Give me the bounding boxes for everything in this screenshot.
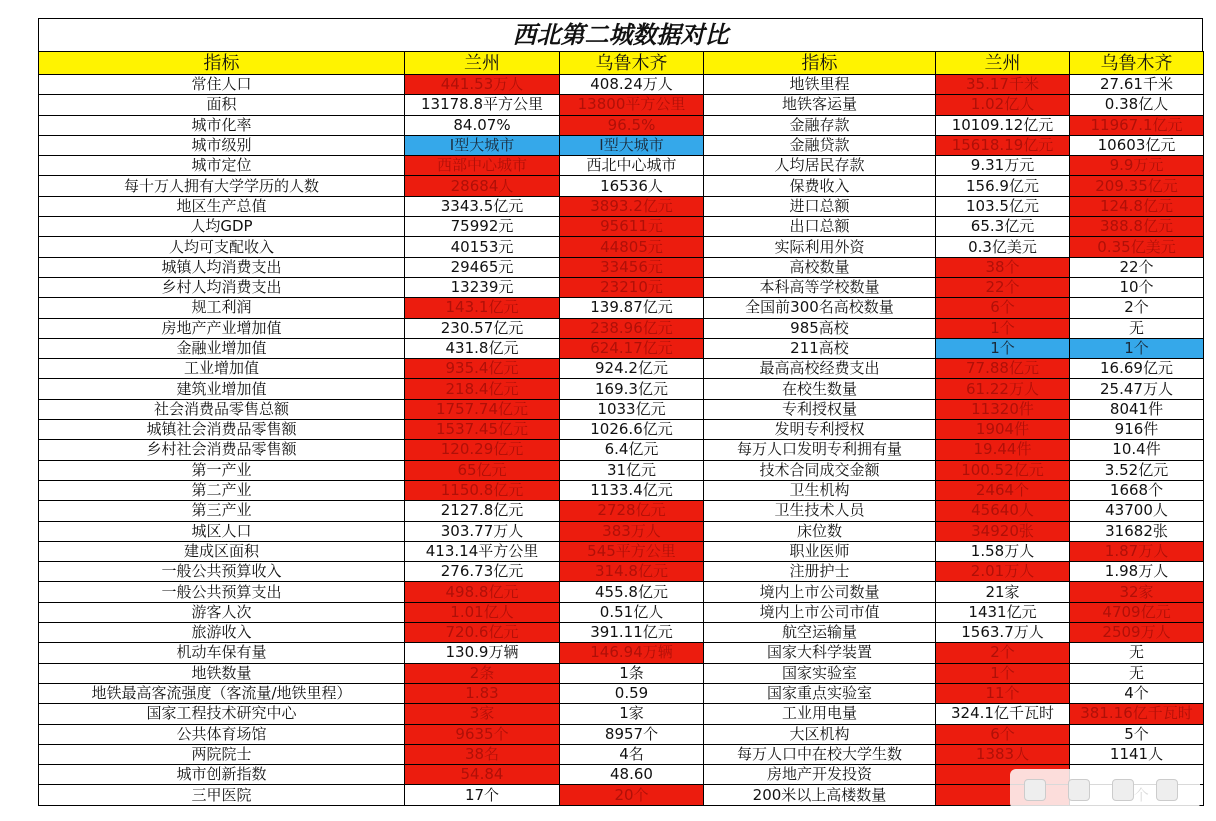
left-indicator-cell: 地铁最高客流强度（客流量/地铁里程） bbox=[39, 683, 405, 703]
header-indicator-left: 指标 bbox=[39, 52, 405, 75]
right-urumqi-cell: 无 bbox=[1070, 643, 1204, 663]
right-lanzhou-cell: 6个 bbox=[936, 298, 1070, 318]
right-urumqi-cell: 4个 bbox=[1070, 683, 1204, 703]
right-urumqi-cell: 无 bbox=[1070, 663, 1204, 683]
left-urumqi-cell: 383万人 bbox=[560, 521, 704, 541]
right-urumqi-cell: 916件 bbox=[1070, 420, 1204, 440]
right-indicator-cell: 实际利用外资 bbox=[704, 237, 936, 257]
right-urumqi-cell: 25.47万人 bbox=[1070, 379, 1204, 399]
right-indicator-cell: 金融贷款 bbox=[704, 135, 936, 155]
watermark-icons bbox=[1010, 769, 1200, 809]
right-lanzhou-cell: 2.01万人 bbox=[936, 562, 1070, 582]
right-urumqi-cell: 2509万人 bbox=[1070, 623, 1204, 643]
right-lanzhou-cell: 38个 bbox=[936, 257, 1070, 277]
left-lanzhou-cell: 143.1亿元 bbox=[405, 298, 560, 318]
table-row bbox=[39, 521, 1204, 541]
right-indicator-cell: 200米以上高楼数量 bbox=[704, 785, 936, 805]
left-lanzhou-cell: 935.4亿元 bbox=[405, 359, 560, 379]
left-indicator-cell: 一般公共预算收入 bbox=[39, 562, 405, 582]
left-lanzhou-cell: 13239元 bbox=[405, 277, 560, 297]
left-lanzhou-cell: 84.07% bbox=[405, 115, 560, 135]
right-lanzhou-cell: 22个 bbox=[936, 277, 1070, 297]
right-lanzhou-cell: 0.3亿美元 bbox=[936, 237, 1070, 257]
left-indicator-cell: 游客人次 bbox=[39, 602, 405, 622]
right-indicator-cell: 保费收入 bbox=[704, 176, 936, 196]
table-row bbox=[39, 501, 1204, 521]
right-indicator-cell: 高校数量 bbox=[704, 257, 936, 277]
right-indicator-cell: 注册护士 bbox=[704, 562, 936, 582]
right-indicator-cell: 人均居民存款 bbox=[704, 156, 936, 176]
right-lanzhou-cell: 324.1亿千瓦时 bbox=[936, 704, 1070, 724]
right-lanzhou-cell: 103.5亿元 bbox=[936, 196, 1070, 216]
right-indicator-cell: 每万人口中在校大学生数 bbox=[704, 744, 936, 764]
left-lanzhou-cell: 1.01亿人 bbox=[405, 602, 560, 622]
left-lanzhou-cell: 3343.5亿元 bbox=[405, 196, 560, 216]
right-lanzhou-cell: 1个 bbox=[936, 338, 1070, 358]
left-urumqi-cell: 1133.4亿元 bbox=[560, 480, 704, 500]
right-urumqi-cell: 2个 bbox=[1070, 298, 1204, 318]
table-row bbox=[39, 420, 1204, 440]
right-urumqi-cell: 209.35亿元 bbox=[1070, 176, 1204, 196]
right-urumqi-cell: 8041件 bbox=[1070, 399, 1204, 419]
right-indicator-cell: 大区机构 bbox=[704, 724, 936, 744]
right-urumqi-cell: 10603亿元 bbox=[1070, 135, 1204, 155]
right-indicator-cell: 专利授权量 bbox=[704, 399, 936, 419]
right-urumqi-cell: 0.35亿美元 bbox=[1070, 237, 1204, 257]
left-indicator-cell: 每十万人拥有大学学历的人数 bbox=[39, 176, 405, 196]
left-indicator-cell: 金融业增加值 bbox=[39, 338, 405, 358]
right-lanzhou-cell: 1.02亿人 bbox=[936, 95, 1070, 115]
left-urumqi-cell: 1条 bbox=[560, 663, 704, 683]
right-urumqi-cell: 22个 bbox=[1070, 257, 1204, 277]
right-indicator-cell: 出口总额 bbox=[704, 217, 936, 237]
right-urumqi-cell: 1.87万人 bbox=[1070, 541, 1204, 561]
left-urumqi-cell: 44805元 bbox=[560, 237, 704, 257]
right-indicator-cell: 卫生机构 bbox=[704, 480, 936, 500]
right-urumqi-cell: 无 bbox=[1070, 318, 1204, 338]
table-row bbox=[39, 440, 1204, 460]
right-indicator-cell: 地铁客运量 bbox=[704, 95, 936, 115]
left-indicator-cell: 国家工程技术研究中心 bbox=[39, 704, 405, 724]
right-lanzhou-cell: 1431亿元 bbox=[936, 602, 1070, 622]
right-indicator-cell: 房地产开发投资 bbox=[704, 765, 936, 785]
table-row bbox=[39, 704, 1204, 724]
right-urumqi-cell: 3.52亿元 bbox=[1070, 460, 1204, 480]
right-lanzhou-cell: 11个 bbox=[936, 683, 1070, 703]
left-urumqi-cell: 924.2亿元 bbox=[560, 359, 704, 379]
left-indicator-cell: 城市级别 bbox=[39, 135, 405, 155]
table-row bbox=[39, 683, 1204, 703]
table-row bbox=[39, 257, 1204, 277]
left-indicator-cell: 城镇人均消费支出 bbox=[39, 257, 405, 277]
right-urumqi-cell: 16.69亿元 bbox=[1070, 359, 1204, 379]
right-urumqi-cell: 1个 bbox=[1070, 338, 1204, 358]
left-indicator-cell: 城镇社会消费品零售额 bbox=[39, 420, 405, 440]
header-lanzhou-right: 兰州 bbox=[936, 52, 1070, 75]
left-indicator-cell: 一般公共预算支出 bbox=[39, 582, 405, 602]
right-urumqi-cell: 1.98万人 bbox=[1070, 562, 1204, 582]
left-indicator-cell: 建成区面积 bbox=[39, 541, 405, 561]
header-urumqi-right: 乌鲁木齐 bbox=[1070, 52, 1204, 75]
left-urumqi-cell: 455.8亿元 bbox=[560, 582, 704, 602]
left-urumqi-cell: 169.3亿元 bbox=[560, 379, 704, 399]
left-indicator-cell: 社会消费品零售总额 bbox=[39, 399, 405, 419]
left-urumqi-cell: 391.11亿元 bbox=[560, 623, 704, 643]
left-urumqi-cell: 146.94万辆 bbox=[560, 643, 704, 663]
left-lanzhou-cell: 120.29亿元 bbox=[405, 440, 560, 460]
left-indicator-cell: 城市定位 bbox=[39, 156, 405, 176]
left-lanzhou-cell: 3家 bbox=[405, 704, 560, 724]
left-urumqi-cell: 0.59 bbox=[560, 683, 704, 703]
left-urumqi-cell: 238.96亿元 bbox=[560, 318, 704, 338]
left-lanzhou-cell: 276.73亿元 bbox=[405, 562, 560, 582]
left-lanzhou-cell: 720.6亿元 bbox=[405, 623, 560, 643]
right-lanzhou-cell: 11320件 bbox=[936, 399, 1070, 419]
left-lanzhou-cell: 29465元 bbox=[405, 257, 560, 277]
table-body bbox=[39, 75, 1204, 806]
comparison-table bbox=[38, 51, 1204, 806]
left-urumqi-cell: 23210元 bbox=[560, 277, 704, 297]
left-indicator-cell: 工业增加值 bbox=[39, 359, 405, 379]
right-indicator-cell: 本科高等学校数量 bbox=[704, 277, 936, 297]
right-indicator-cell: 在校生数量 bbox=[704, 379, 936, 399]
right-indicator-cell: 国家大科学装置 bbox=[704, 643, 936, 663]
table-row bbox=[39, 379, 1204, 399]
right-indicator-cell: 地铁里程 bbox=[704, 75, 936, 95]
left-urumqi-cell: 545平方公里 bbox=[560, 541, 704, 561]
right-indicator-cell: 发明专利授权 bbox=[704, 420, 936, 440]
left-urumqi-cell: 3893.2亿元 bbox=[560, 196, 704, 216]
left-lanzhou-cell: 1537.45亿元 bbox=[405, 420, 560, 440]
table-row bbox=[39, 541, 1204, 561]
right-urumqi-cell: 10个 bbox=[1070, 277, 1204, 297]
right-lanzhou-cell: 45640人 bbox=[936, 501, 1070, 521]
left-urumqi-cell: 95611元 bbox=[560, 217, 704, 237]
left-indicator-cell: 建筑业增加值 bbox=[39, 379, 405, 399]
left-lanzhou-cell: 2127.8亿元 bbox=[405, 501, 560, 521]
right-urumqi-cell: 1141人 bbox=[1070, 744, 1204, 764]
right-indicator-cell: 境内上市公司数量 bbox=[704, 582, 936, 602]
right-lanzhou-cell: 77.88亿元 bbox=[936, 359, 1070, 379]
left-indicator-cell: 城区人口 bbox=[39, 521, 405, 541]
left-indicator-cell: 旅游收入 bbox=[39, 623, 405, 643]
left-urumqi-cell: 314.8亿元 bbox=[560, 562, 704, 582]
right-indicator-cell: 进口总额 bbox=[704, 196, 936, 216]
left-urumqi-cell: 6.4亿元 bbox=[560, 440, 704, 460]
right-indicator-cell: 航空运输量 bbox=[704, 623, 936, 643]
table-row bbox=[39, 75, 1204, 95]
right-urumqi-cell: 1668个 bbox=[1070, 480, 1204, 500]
left-indicator-cell: 机动车保有量 bbox=[39, 643, 405, 663]
left-lanzhou-cell: 498.8亿元 bbox=[405, 582, 560, 602]
left-urumqi-cell: 33456元 bbox=[560, 257, 704, 277]
left-lanzhou-cell: 1.83 bbox=[405, 683, 560, 703]
left-lanzhou-cell: 西部中心城市 bbox=[405, 156, 560, 176]
left-lanzhou-cell: 1757.74亿元 bbox=[405, 399, 560, 419]
left-indicator-cell: 城市创新指数 bbox=[39, 765, 405, 785]
left-urumqi-cell: 1家 bbox=[560, 704, 704, 724]
table-row bbox=[39, 277, 1204, 297]
table-row bbox=[39, 95, 1204, 115]
right-urumqi-cell: 9.9万元 bbox=[1070, 156, 1204, 176]
right-indicator-cell: 卫生技术人员 bbox=[704, 501, 936, 521]
right-lanzhou-cell: 100.52亿元 bbox=[936, 460, 1070, 480]
table-row bbox=[39, 135, 1204, 155]
right-urumqi-cell: 5个 bbox=[1070, 724, 1204, 744]
right-lanzhou-cell: 35.17千米 bbox=[936, 75, 1070, 95]
left-urumqi-cell: 624.17亿元 bbox=[560, 338, 704, 358]
table-row bbox=[39, 156, 1204, 176]
table-row bbox=[39, 338, 1204, 358]
header-indicator-right: 指标 bbox=[704, 52, 936, 75]
right-indicator-cell: 211高校 bbox=[704, 338, 936, 358]
right-urumqi-cell: 0.38亿人 bbox=[1070, 95, 1204, 115]
left-indicator-cell: 第二产业 bbox=[39, 480, 405, 500]
left-lanzhou-cell: 17个 bbox=[405, 785, 560, 805]
left-indicator-cell: 常住人口 bbox=[39, 75, 405, 95]
right-urumqi-cell: 31682张 bbox=[1070, 521, 1204, 541]
left-lanzhou-cell: I型大城市 bbox=[405, 135, 560, 155]
left-lanzhou-cell: 65亿元 bbox=[405, 460, 560, 480]
right-lanzhou-cell: 1个 bbox=[936, 318, 1070, 338]
right-lanzhou-cell: 10109.12亿元 bbox=[936, 115, 1070, 135]
left-urumqi-cell: 西北中心城市 bbox=[560, 156, 704, 176]
right-indicator-cell: 国家实验室 bbox=[704, 663, 936, 683]
left-indicator-cell: 人均GDP bbox=[39, 217, 405, 237]
right-urumqi-cell: 43700人 bbox=[1070, 501, 1204, 521]
comparison-sheet bbox=[38, 18, 1203, 806]
left-urumqi-cell: 31亿元 bbox=[560, 460, 704, 480]
table-row bbox=[39, 460, 1204, 480]
left-lanzhou-cell: 413.14平方公里 bbox=[405, 541, 560, 561]
right-lanzhou-cell: 2464个 bbox=[936, 480, 1070, 500]
left-lanzhou-cell: 38名 bbox=[405, 744, 560, 764]
left-urumqi-cell: 1033亿元 bbox=[560, 399, 704, 419]
table-row bbox=[39, 744, 1204, 764]
left-urumqi-cell: 408.24万人 bbox=[560, 75, 704, 95]
left-lanzhou-cell: 13178.8平方公里 bbox=[405, 95, 560, 115]
table-row bbox=[39, 298, 1204, 318]
left-urumqi-cell: 0.51亿人 bbox=[560, 602, 704, 622]
table-row bbox=[39, 582, 1204, 602]
left-indicator-cell: 人均可支配收入 bbox=[39, 237, 405, 257]
table-row bbox=[39, 176, 1204, 196]
left-lanzhou-cell: 9635个 bbox=[405, 724, 560, 744]
table-row bbox=[39, 196, 1204, 216]
left-lanzhou-cell: 431.8亿元 bbox=[405, 338, 560, 358]
left-lanzhou-cell: 441.53万人 bbox=[405, 75, 560, 95]
right-lanzhou-cell: 9.31万元 bbox=[936, 156, 1070, 176]
table-row bbox=[39, 115, 1204, 135]
right-urumqi-cell: 10.4件 bbox=[1070, 440, 1204, 460]
table-row bbox=[39, 237, 1204, 257]
right-urumqi-cell: 27.61千米 bbox=[1070, 75, 1204, 95]
table-row bbox=[39, 480, 1204, 500]
left-indicator-cell: 乡村人均消费支出 bbox=[39, 277, 405, 297]
right-urumqi-cell: 32家 bbox=[1070, 582, 1204, 602]
table-row bbox=[39, 217, 1204, 237]
right-lanzhou-cell: 1383人 bbox=[936, 744, 1070, 764]
right-lanzhou-cell: 61.22万人 bbox=[936, 379, 1070, 399]
right-lanzhou-cell: 6个 bbox=[936, 724, 1070, 744]
left-lanzhou-cell: 2条 bbox=[405, 663, 560, 683]
left-indicator-cell: 面积 bbox=[39, 95, 405, 115]
left-urumqi-cell: 2728亿元 bbox=[560, 501, 704, 521]
left-lanzhou-cell: 28684人 bbox=[405, 176, 560, 196]
table-row bbox=[39, 643, 1204, 663]
grid-icon bbox=[1156, 779, 1178, 801]
right-lanzhou-cell: 2个 bbox=[936, 643, 1070, 663]
right-lanzhou-cell: 19.44件 bbox=[936, 440, 1070, 460]
right-indicator-cell: 金融存款 bbox=[704, 115, 936, 135]
right-lanzhou-cell: 1563.7万人 bbox=[936, 623, 1070, 643]
right-lanzhou-cell: 1.58万人 bbox=[936, 541, 1070, 561]
right-lanzhou-cell: 65.3亿元 bbox=[936, 217, 1070, 237]
right-urumqi-cell: 381.16亿千瓦时 bbox=[1070, 704, 1204, 724]
right-indicator-cell: 最高高校经费支出 bbox=[704, 359, 936, 379]
grid-icon bbox=[1068, 779, 1090, 801]
table-row bbox=[39, 724, 1204, 744]
right-indicator-cell: 国家重点实验室 bbox=[704, 683, 936, 703]
right-indicator-cell: 床位数 bbox=[704, 521, 936, 541]
left-indicator-cell: 规工利润 bbox=[39, 298, 405, 318]
table-row bbox=[39, 562, 1204, 582]
right-lanzhou-cell: 1904件 bbox=[936, 420, 1070, 440]
right-indicator-cell: 工业用电量 bbox=[704, 704, 936, 724]
left-lanzhou-cell: 54.84 bbox=[405, 765, 560, 785]
left-indicator-cell: 第一产业 bbox=[39, 460, 405, 480]
right-indicator-cell: 每万人口发明专利拥有量 bbox=[704, 440, 936, 460]
left-urumqi-cell: 13800平方公里 bbox=[560, 95, 704, 115]
right-urumqi-cell: 4709亿元 bbox=[1070, 602, 1204, 622]
left-urumqi-cell: 1026.6亿元 bbox=[560, 420, 704, 440]
table-row bbox=[39, 359, 1204, 379]
table-row bbox=[39, 399, 1204, 419]
left-indicator-cell: 两院院士 bbox=[39, 744, 405, 764]
left-lanzhou-cell: 230.57亿元 bbox=[405, 318, 560, 338]
right-indicator-cell: 全国前300名高校数量 bbox=[704, 298, 936, 318]
left-indicator-cell: 城市化率 bbox=[39, 115, 405, 135]
table-row bbox=[39, 623, 1204, 643]
right-lanzhou-cell: 15618.19亿元 bbox=[936, 135, 1070, 155]
pause-icon bbox=[1024, 779, 1046, 801]
right-lanzhou-cell: 1个 bbox=[936, 663, 1070, 683]
left-urumqi-cell: I型大城市 bbox=[560, 135, 704, 155]
left-indicator-cell: 地铁数量 bbox=[39, 663, 405, 683]
left-lanzhou-cell: 75992元 bbox=[405, 217, 560, 237]
left-urumqi-cell: 16536人 bbox=[560, 176, 704, 196]
right-urumqi-cell: 124.8亿元 bbox=[1070, 196, 1204, 216]
left-lanzhou-cell: 303.77万人 bbox=[405, 521, 560, 541]
left-lanzhou-cell: 1150.8亿元 bbox=[405, 480, 560, 500]
left-urumqi-cell: 96.5% bbox=[560, 115, 704, 135]
header-row bbox=[39, 52, 1204, 75]
right-indicator-cell: 境内上市公司市值 bbox=[704, 602, 936, 622]
right-urumqi-cell: 388.8亿元 bbox=[1070, 217, 1204, 237]
left-urumqi-cell: 48.60 bbox=[560, 765, 704, 785]
right-urumqi-cell: 11967.1亿元 bbox=[1070, 115, 1204, 135]
header-lanzhou-left: 兰州 bbox=[405, 52, 560, 75]
grid-icon bbox=[1112, 779, 1134, 801]
left-indicator-cell: 地区生产总值 bbox=[39, 196, 405, 216]
left-lanzhou-cell: 218.4亿元 bbox=[405, 379, 560, 399]
table-row bbox=[39, 602, 1204, 622]
left-urumqi-cell: 4名 bbox=[560, 744, 704, 764]
header-urumqi-left: 乌鲁木齐 bbox=[560, 52, 704, 75]
left-lanzhou-cell: 130.9万辆 bbox=[405, 643, 560, 663]
left-indicator-cell: 公共体育场馆 bbox=[39, 724, 405, 744]
left-indicator-cell: 三甲医院 bbox=[39, 785, 405, 805]
table-row bbox=[39, 663, 1204, 683]
left-urumqi-cell: 139.87亿元 bbox=[560, 298, 704, 318]
sheet-title: 西北第二城数据对比 bbox=[38, 18, 1203, 51]
right-lanzhou-cell: 156.9亿元 bbox=[936, 176, 1070, 196]
table-row bbox=[39, 318, 1204, 338]
right-indicator-cell: 985高校 bbox=[704, 318, 936, 338]
left-urumqi-cell: 20个 bbox=[560, 785, 704, 805]
left-indicator-cell: 第三产业 bbox=[39, 501, 405, 521]
left-lanzhou-cell: 40153元 bbox=[405, 237, 560, 257]
right-indicator-cell: 技术合同成交金额 bbox=[704, 460, 936, 480]
right-indicator-cell: 职业医师 bbox=[704, 541, 936, 561]
right-lanzhou-cell: 21家 bbox=[936, 582, 1070, 602]
right-lanzhou-cell: 34920张 bbox=[936, 521, 1070, 541]
left-urumqi-cell: 8957个 bbox=[560, 724, 704, 744]
left-indicator-cell: 房地产产业增加值 bbox=[39, 318, 405, 338]
left-indicator-cell: 乡村社会消费品零售额 bbox=[39, 440, 405, 460]
